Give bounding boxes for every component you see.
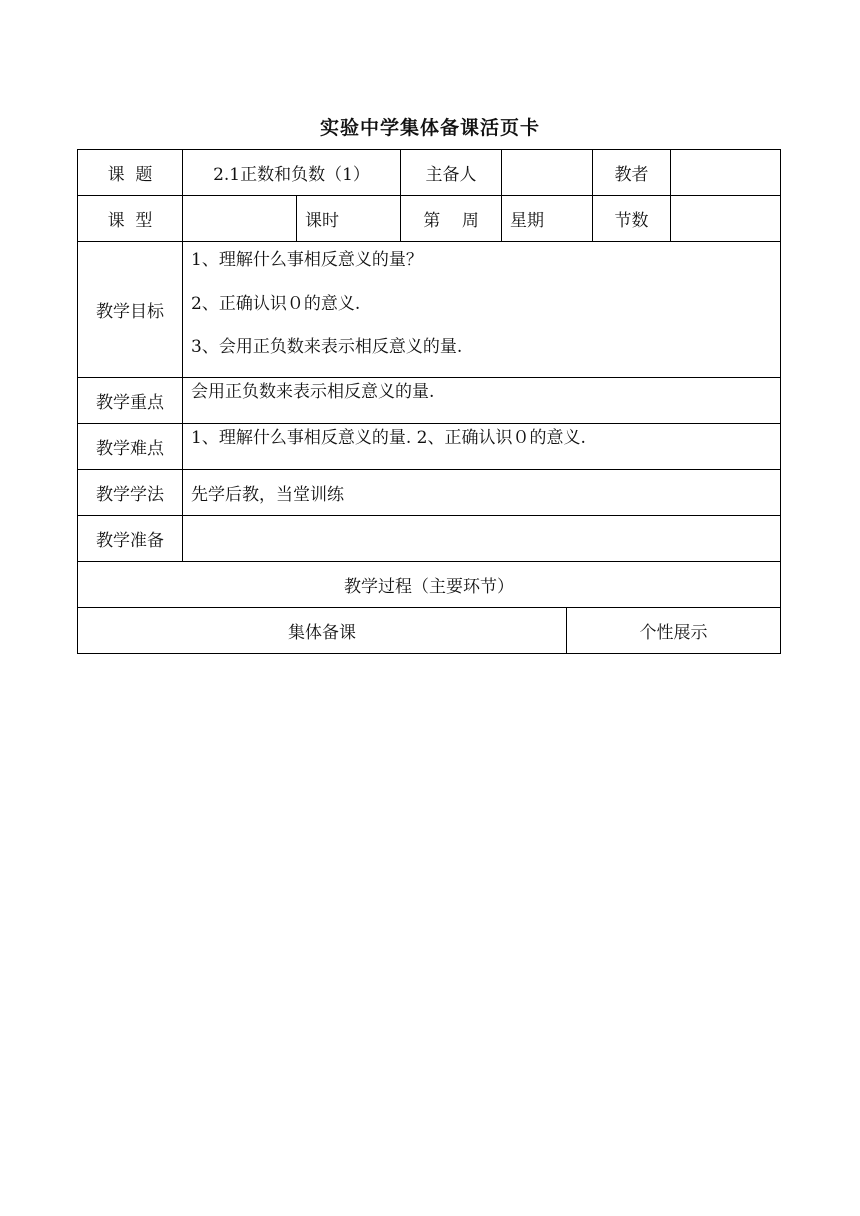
row-topic <box>78 150 781 196</box>
weekday-label: 星期 <box>502 196 593 242</box>
objectives-label: 教学目标 <box>78 242 183 378</box>
teacher-label: 教者 <box>593 150 671 196</box>
preparer-label: 主备人 <box>401 150 502 196</box>
key-points-label: 教学重点 <box>78 378 183 424</box>
topic-label: 课 题 <box>78 150 183 196</box>
type-value[interactable] <box>183 196 297 242</box>
row-difficulties <box>78 424 781 470</box>
method-value[interactable]: 先学后教，当堂训练 <box>183 470 781 516</box>
row-process-columns <box>78 608 781 654</box>
objective-item: 3、会用正负数来表示相反意义的量. <box>191 337 463 357</box>
difficulties-value[interactable]: 1、理解什么事相反意义的量. 2、正确认识０的意义. <box>183 424 781 470</box>
week-label: 第 周 <box>401 196 502 242</box>
section-label: 节数 <box>593 196 671 242</box>
personal-label: 个性展示 <box>567 608 781 654</box>
row-method <box>78 470 781 516</box>
difficulties-label: 教学难点 <box>78 424 183 470</box>
objective-item: 1、理解什么事相反意义的量？ <box>191 250 423 270</box>
lesson-card-table <box>77 149 781 654</box>
row-preparation <box>78 516 781 562</box>
preparation-label: 教学准备 <box>78 516 183 562</box>
process-header: 教学过程（主要环节） <box>78 562 781 608</box>
preparation-value[interactable] <box>183 516 781 562</box>
teacher-value[interactable] <box>671 150 781 196</box>
row-key-points <box>78 378 781 424</box>
type-label: 课 型 <box>78 196 183 242</box>
objective-item: 2、正确认识０的意义. <box>191 293 361 314</box>
row-type <box>78 196 781 242</box>
preparer-value[interactable] <box>502 150 593 196</box>
method-label: 教学学法 <box>78 470 183 516</box>
collective-label: 集体备课 <box>78 608 567 654</box>
row-process-header <box>78 562 781 608</box>
row-objectives <box>78 242 781 378</box>
objectives-value[interactable] <box>183 242 781 378</box>
section-value[interactable] <box>671 196 781 242</box>
key-points-value[interactable]: 会用正负数来表示相反意义的量. <box>183 378 781 424</box>
topic-value[interactable]: 2.1正数和负数（1） <box>183 150 401 196</box>
period-label: 课时 <box>297 196 401 242</box>
page-title: 实验中学集体备课活页卡 <box>319 117 540 139</box>
